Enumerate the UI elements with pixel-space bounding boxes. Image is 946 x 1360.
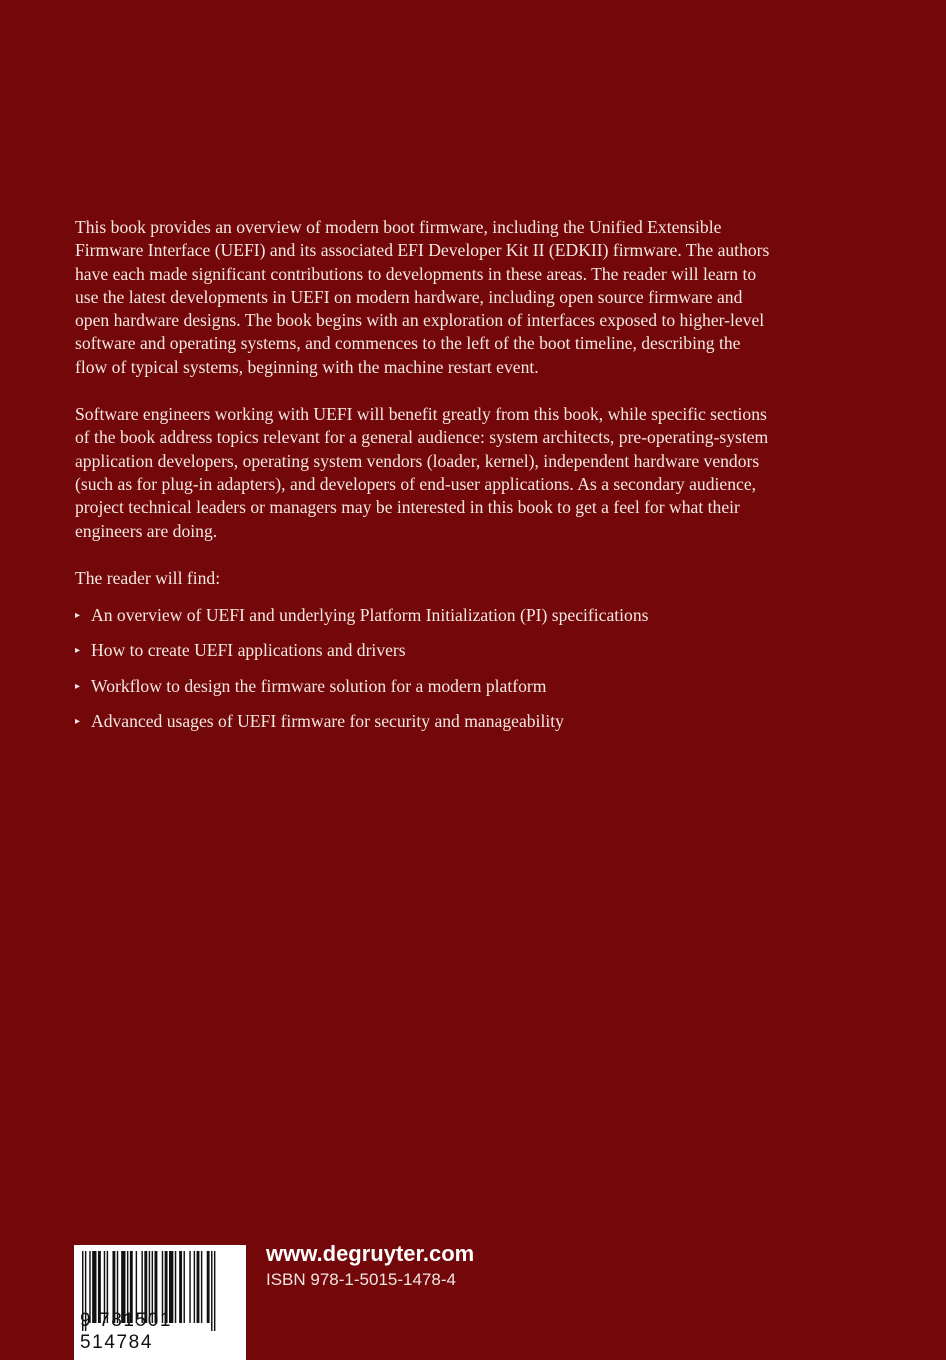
- barcode-digits: 9 781501 514784: [80, 1310, 173, 1353]
- findings-list-item: [75, 604, 775, 627]
- description-paragraph-2: Software engineers working with UEFI will benefit greatly from this book, while specific sections of the book address topics relevant for a general audience: system architects, pre-operating-system application developers, operating system vendors (loader, kernel), independent hardware vendors (such as for plug-in adapters), and developers of end-user applications. As a secondary audience, project technical leaders or managers may be interested in this book to get a feel for what their engineers are doing.: [75, 404, 769, 541]
- findings-list-item: [75, 710, 775, 733]
- triangle-bullet-icon: ▸: [75, 716, 81, 728]
- back-cover-description: [75, 216, 775, 745]
- isbn-text: ISBN 978-1-5015-1478-4: [266, 1270, 456, 1289]
- findings-intro: The reader will find:: [75, 567, 221, 588]
- findings-list-item: [75, 639, 775, 662]
- publisher-url: www.degruyter.com: [266, 1241, 475, 1266]
- findings-item-text: Advanced usages of UEFI firmware for security and manageability: [91, 711, 564, 732]
- triangle-bullet-icon: ▸: [75, 680, 81, 692]
- description-paragraph-1: This book provides an overview of modern boot firmware, including the Unified Extensible Firmware Interface (UEFI) and its associated EFI Developer Kit II (EDKII) firmware. The authors have each made significant contributions to developments in these areas. The reader will learn to use the latest developments in UEFI on modern hardware, including open source firmware and open hardware designs. The book begins with an exploration of interfaces exposed to higher-level software and operating systems, and commences to the left of the boot timeline, describing the flow of typical systems, beginning with the machine restart event.: [75, 217, 770, 377]
- findings-item-text: Workflow to design the firmware solution for a modern platform: [91, 675, 547, 696]
- triangle-bullet-icon: ▸: [75, 610, 81, 622]
- findings-item-text: How to create UEFI applications and drivers: [91, 640, 406, 661]
- publisher-info: [266, 1240, 474, 1292]
- isbn-barcode: [74, 1245, 246, 1360]
- findings-item-text: An overview of UEFI and underlying Platform Initialization (PI) specifications: [91, 605, 649, 626]
- findings-list: [75, 604, 775, 733]
- findings-list-item: [75, 675, 775, 698]
- triangle-bullet-icon: ▸: [75, 645, 81, 657]
